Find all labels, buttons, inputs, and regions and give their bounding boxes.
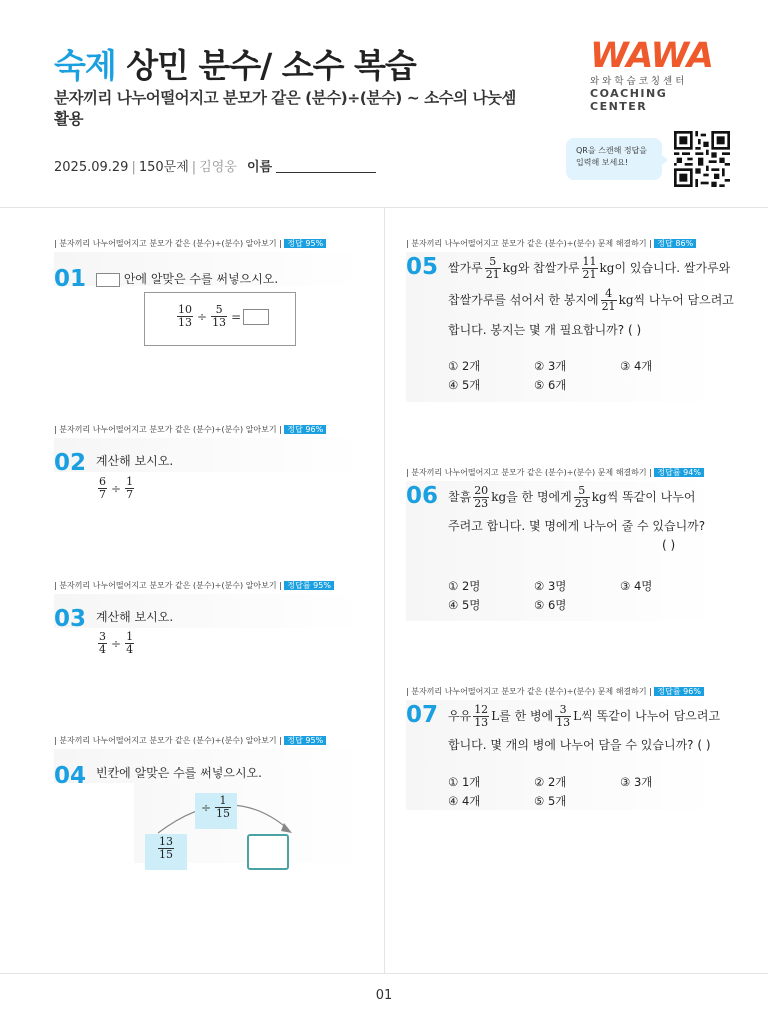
answer-paren[interactable]: ( ) <box>662 538 676 552</box>
question-header: | 분자끼리 나누어떨어지고 분모가 같은 (분수)÷(분수) 문제 해결하기 | 정답률 94% <box>406 467 716 479</box>
accuracy-badge: 정답률 96% <box>654 687 704 696</box>
question-text: 안에 알맞은 수를 써넣으시오. <box>123 272 279 286</box>
question-text-line-3: 합니다. 봉지는 몇 개 필요합니까? ( ) <box>448 323 642 337</box>
qr-speech-bubble <box>566 138 662 180</box>
choice-4[interactable]: ④ 5명 <box>448 598 481 612</box>
accuracy-badge: 정답률 95% <box>284 581 334 590</box>
author: 김영웅 <box>199 160 237 175</box>
question-header: | 분자끼리 나누어떨어지고 분모가 같은 (분수)÷(분수) 알아보기 | 정답 95% <box>54 238 364 250</box>
answer-box[interactable] <box>247 834 289 870</box>
question-header: | 분자끼리 나누어떨어지고 분모가 같은 (분수)÷(분수) 알아보기 | 정답 96% <box>54 424 364 436</box>
question-07 <box>406 686 721 808</box>
question-header: | 분자끼리 나누어떨어지고 분모가 같은 (분수)÷(분수) 문제 해결하기 | 정답률 96% <box>406 686 716 698</box>
question-number: 02 <box>54 450 87 476</box>
choice-1[interactable]: ① 1개 <box>448 775 481 789</box>
question-text-line-1: 우유 $\frac{12}{13}$ L를 한 병에 $\frac{3}{13}$ L씩 똑같이 나누어 담으려고 <box>448 703 721 729</box>
question-count: 150문제 <box>138 160 189 175</box>
question-01 <box>54 238 364 329</box>
name-field[interactable] <box>276 172 376 173</box>
question-number: 06 <box>406 483 439 509</box>
choice-5[interactable]: ⑤ 6개 <box>534 378 567 392</box>
choice-2[interactable]: ② 3명 <box>534 579 567 593</box>
page-number: 01 <box>375 988 393 1003</box>
column-divider <box>384 207 385 973</box>
question-02 <box>54 424 364 501</box>
logo-english: COACHING CENTER <box>590 87 668 113</box>
choice-5[interactable]: ⑤ 6명 <box>534 598 567 612</box>
inline-answer-box-icon <box>96 273 120 287</box>
accuracy-badge: 정답 96% <box>284 425 326 434</box>
qr-code-icon[interactable] <box>674 131 730 187</box>
question-text: 계산해 보시오. <box>96 454 174 468</box>
page-subtitle: 분자끼리 나누어떨어지고 분모가 같은 (분수)÷(분수) ~ 소수의 나눗셈 활용 <box>54 89 516 128</box>
page-title <box>54 40 416 87</box>
worksheet-meta: 2025.09.29 | 150문제 | 김영웅 이름 <box>54 156 376 175</box>
question-header: | 분자끼리 나누어떨어지고 분모가 같은 (분수)÷(분수) 알아보기 | 정답 95% <box>54 735 364 747</box>
question-text-line-2: 찹쌀가루를 섞어서 한 봉지에 $\frac{4}{21}$ kg씩 나누어 담으려고 <box>448 287 734 313</box>
question-header: | 분자끼리 나누어떨어지고 분모가 같은 (분수)÷(분수) 알아보기 | 정답률 95% <box>54 580 364 592</box>
question-04 <box>54 735 364 861</box>
question-number: 03 <box>54 606 87 632</box>
title-accent: 숙제 <box>54 46 116 85</box>
choice-4[interactable]: ④ 4개 <box>448 794 481 808</box>
choice-2[interactable]: ② 2개 <box>534 775 567 789</box>
question-text: 계산해 보시오. <box>96 610 174 624</box>
footer-divider <box>0 973 768 974</box>
choice-4[interactable]: ④ 5개 <box>448 378 481 392</box>
choice-2[interactable]: ② 3개 <box>534 359 567 373</box>
qr-line-1: QR을 스캔해 정답을 <box>576 146 648 155</box>
qr-line-2: 입력해 보세요! <box>576 158 629 167</box>
question-05 <box>406 238 734 392</box>
choice-5[interactable]: ⑤ 5개 <box>534 794 567 808</box>
question-text-line-2: 합니다. 몇 개의 병에 나누어 담을 수 있습니까? ( ) <box>448 738 711 752</box>
choice-3[interactable]: ③ 3개 <box>620 775 653 789</box>
accuracy-badge: 정답 95% <box>284 736 326 745</box>
logo-word: WAWA <box>590 36 713 76</box>
question-text-line-2: 주려고 합니다. 몇 명에게 나누어 줄 수 있습니까? <box>448 519 706 533</box>
expression: $\frac{6}{7}$ ÷ $\frac{1}{7}$ <box>99 475 134 501</box>
expression-box: $\frac{10}{13}$ ÷ $\frac{5}{13}$ = <box>144 292 296 346</box>
start-value-box: $\frac{13}{15}$ <box>145 834 187 870</box>
name-label: 이름 <box>246 160 273 175</box>
question-text-line-1: 찰흙 $\frac{20}{23}$ kg을 한 명에게 $\frac{5}{23}$ kg씩 똑같이 나누어 <box>448 484 696 510</box>
choice-1[interactable]: ① 2개 <box>448 359 481 373</box>
question-text: 빈칸에 알맞은 수를 써넣으시오. <box>96 766 262 780</box>
answer-box[interactable] <box>243 309 269 325</box>
accuracy-badge: 정답 86% <box>654 239 696 248</box>
question-03 <box>54 580 364 656</box>
title-rest: 상민 분수/ 소수 복습 <box>126 46 416 85</box>
accuracy-badge: 정답률 94% <box>654 468 704 477</box>
question-text-line-1: 쌀가루 $\frac{5}{21}$ kg와 찹쌀가루 $\frac{11}{21}$ kg이 있습니다. 쌀가루와 <box>448 255 731 281</box>
expression: $\frac{3}{4}$ ÷ $\frac{1}{4}$ <box>99 630 134 656</box>
wawa-logo <box>590 36 718 113</box>
question-06 <box>406 467 716 612</box>
logo-korean: 와와학습코칭센터 <box>590 76 688 87</box>
accuracy-badge: 정답 95% <box>284 239 326 248</box>
question-number: 07 <box>406 702 439 728</box>
choice-3[interactable]: ③ 4명 <box>620 579 653 593</box>
question-header: | 분자끼리 나누어떨어지고 분모가 같은 (분수)÷(분수) 문제 해결하기 | 정답 86% <box>406 238 716 250</box>
question-number: 04 <box>54 763 87 789</box>
operation-box: ÷ $\frac{1}{15}$ <box>195 793 237 829</box>
question-number: 05 <box>406 254 439 280</box>
question-number: 01 <box>54 266 87 292</box>
choice-3[interactable]: ③ 4개 <box>620 359 653 373</box>
date: 2025.09.29 <box>54 160 129 175</box>
choice-1[interactable]: ① 2명 <box>448 579 481 593</box>
